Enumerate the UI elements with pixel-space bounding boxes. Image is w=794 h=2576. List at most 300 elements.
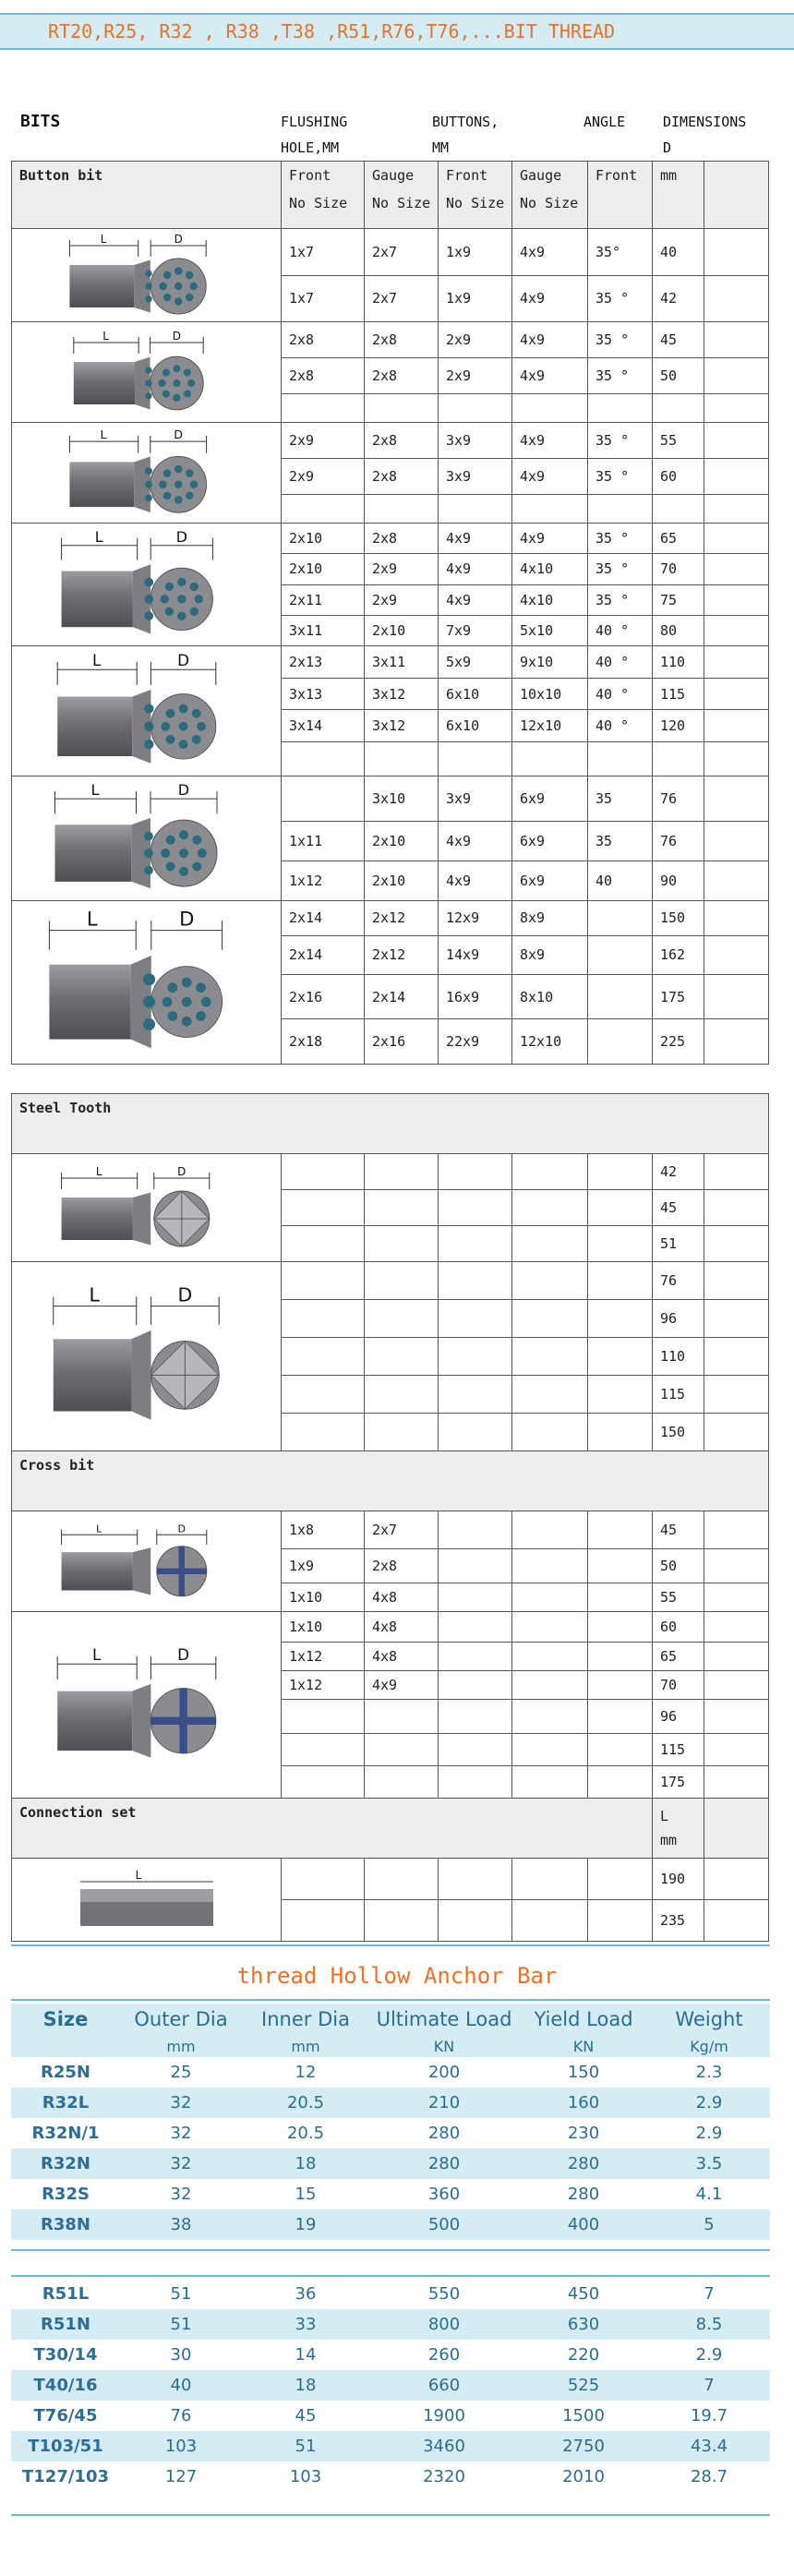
blank-cell [704,358,769,394]
spec-cell: 3x12 [365,678,439,710]
bit-image [12,901,282,1065]
spec-cell [365,1766,439,1799]
anchor-value: 800 [369,2309,519,2340]
flushing-header [281,109,347,161]
anchor-value: 630 [519,2309,648,2340]
spec-cell: 10x10 [512,678,588,710]
spec-cell: 70 [653,1671,704,1700]
spec-cell [282,495,365,524]
button-insert [196,982,206,993]
button-bit-row [12,646,769,679]
button-insert [173,365,180,372]
spec-cell: 40 [588,861,653,901]
spec-cell [439,1414,512,1451]
button-insert [186,469,194,477]
anchor-value: 550 [427,2284,461,2304]
button-insert [200,997,211,1007]
col-header-blank [704,162,769,229]
spec-cell: 2x8 [365,423,439,459]
steel-tooth-row [12,1262,769,1300]
spec-cell [365,1190,439,1226]
spec-cell [588,1262,653,1300]
blank-cell [704,710,769,742]
blank-cell [704,423,769,459]
spec-cell: 12x9 [439,901,512,936]
spec-cell: 2x12 [365,935,439,974]
anchor-top-rule [11,1944,770,1946]
anchor-value: 2.9 [695,2345,723,2365]
anchor-bottom-rule [11,2514,770,2516]
button-insert [181,978,191,988]
spec-cell [282,1414,365,1451]
page-title: RT20,R25, R32 , R38 ,T38 ,R51,R76,T76,...BIT THREAD [48,20,616,42]
button-insert [162,997,172,1007]
bit-body [69,265,134,307]
spec-cell [588,1019,653,1065]
spec-cell: 2x8 [365,524,439,554]
spec-cell: 2x13 [282,646,365,679]
spec-cell [588,742,653,776]
spec-cell: 120 [653,710,704,742]
spec-cell: 4x9 [512,322,588,358]
spec-cell: 60 [653,1612,704,1643]
section-steel-tooth-label: Steel Tooth [12,1094,769,1154]
spec-cell [588,1549,653,1583]
spec-cell [365,1734,439,1766]
spec-cell [439,495,512,524]
section-connection-set-label: Connection set [12,1799,653,1859]
anchor-row [11,2179,770,2209]
spec-cell: 76 [653,822,704,861]
blank-cell [704,1019,769,1065]
spec-cell: 35 ° [588,524,653,554]
buttons-header-line1: BUTTONS, [432,114,499,130]
spec-cell [588,1300,653,1338]
bit-image [12,776,282,901]
anchor-value: 32 [120,2088,242,2118]
spec-cell: 2x7 [365,1511,439,1549]
anchor-value: 450 [567,2284,600,2304]
anchor-value: 38 [120,2209,242,2240]
spec-cell: 115 [653,1734,704,1766]
spec-cell: 235 [653,1900,704,1942]
spec-cell [365,1414,439,1451]
blank-cell [704,1766,769,1799]
anchor-size: T40/16 [11,2370,120,2401]
spec-cell [282,1700,365,1734]
anchor-value: 4.1 [695,2185,723,2204]
spec-cell: 2x10 [365,615,439,645]
anchor-value: 280 [369,2149,519,2179]
blank-cell [704,935,769,974]
col-header-3: Gauge No Size [512,162,588,229]
anchor-value: 32 [120,2149,242,2179]
spec-cell [653,394,704,423]
blank-cell [704,1300,769,1338]
dim-label-l: L [91,1644,101,1664]
title-bar [0,13,794,50]
spec-cell: 175 [653,974,704,1019]
spec-cell [282,1262,365,1300]
spec-cell: 110 [653,646,704,679]
spec-cell: 2x16 [282,974,365,1019]
spec-cell: 4x9 [512,423,588,459]
button-insert [194,595,202,603]
bit-image [12,229,282,322]
spec-cell: 4x9 [512,229,588,276]
spec-cell: 2x8 [365,459,439,495]
spec-cell [439,1734,512,1766]
spec-cell: 6x9 [512,861,588,901]
dim-label-l: L [95,1165,102,1178]
spec-cell [588,1859,653,1900]
spec-cell: 35 ° [588,322,653,358]
spec-cell [439,1338,512,1376]
button-insert [192,861,201,871]
button-insert [189,608,198,616]
spec-cell [282,1376,365,1414]
anchor-value: 280 [567,2185,600,2204]
spec-cell: 2x9 [365,584,439,615]
spec-cell: 2x14 [365,974,439,1019]
spec-cell: 9x10 [512,646,588,679]
spec-cell: 8x9 [512,901,588,936]
spec-cell [282,776,365,822]
blank-cell [704,822,769,861]
spec-cell: 225 [653,1019,704,1065]
spec-cell [512,1671,588,1700]
spec-cell: 35 ° [588,275,653,322]
anchor-value: 660 [369,2370,519,2401]
spec-cell [588,901,653,936]
spec-cell: 1x10 [282,1612,365,1643]
spec-cell: 96 [653,1300,704,1338]
button-bit-row [12,524,769,554]
spec-cell [439,1859,512,1900]
button-insert [197,722,206,731]
button-insert [198,849,207,858]
spec-cell: 4x9 [439,554,512,584]
bit-body [57,1691,132,1750]
blank-cell [704,1859,769,1900]
button-insert [189,583,198,591]
anchor-value: 18 [242,2370,369,2401]
blank-cell [704,1376,769,1414]
dim-label-d: D [177,781,190,800]
spec-cell [588,1583,653,1612]
button-insert [189,480,198,488]
anchor-row [11,2431,770,2462]
spec-cell [512,1766,588,1799]
spec-cell [588,1338,653,1376]
spec-cell: 4x9 [512,275,588,322]
dim-label-l: L [89,1283,100,1306]
dim-label-l: L [91,651,101,669]
button-insert [178,704,187,714]
dimensions-header-line2: D [663,139,672,156]
spec-cell [365,1262,439,1300]
anchor-value: 160 [519,2088,648,2118]
spec-cell: 6x9 [512,776,588,822]
spec-cell [282,742,365,776]
spec-cell: 50 [653,1549,704,1583]
anchor-value: 8.5 [648,2309,770,2340]
anchor-value: 33 [242,2309,369,2340]
spec-cell: 150 [653,1414,704,1451]
section-cross-bit-label: Cross bit [12,1451,769,1511]
button-insert [161,849,170,858]
button-bit-table [11,161,769,1065]
spec-cell: 2x10 [282,554,365,584]
spec-cell: 2x16 [365,1019,439,1065]
spec-cell: 3x9 [439,459,512,495]
spec-cell [588,1190,653,1226]
steel-tooth-image [12,1262,282,1451]
spec-cell [588,1226,653,1262]
blank-cell [704,742,769,776]
spec-cell: 2x14 [282,901,365,936]
cross-bit-image [12,1511,282,1612]
spec-cell [365,1226,439,1262]
button-insert [177,578,186,586]
anchor-size: R32S [42,2185,90,2204]
spec-cell: 2x8 [365,1549,439,1583]
dim-label-d: D [177,1523,186,1535]
anchor-second-top-rule [11,2275,770,2277]
anchor-row [11,2118,770,2149]
spec-cell [282,1190,365,1226]
button-insert [181,997,191,1007]
spec-cell: 70 [653,554,704,584]
spec-cell [653,742,704,776]
spec-cell: 2x10 [282,524,365,554]
spec-cell [439,1226,512,1262]
spec-cell: 75 [653,584,704,615]
blank-cell [704,901,769,936]
button-insert [186,294,193,301]
anchor-unit: KN [369,2035,519,2057]
cross-bit-row [12,1612,769,1643]
anchor-size: T76/45 [33,2406,98,2426]
connection-set-row [12,1859,769,1900]
anchor-col-header: Inner Dia [261,2008,350,2030]
spec-cell [439,394,512,423]
spec-cell: 45 [653,1511,704,1549]
anchor-row [11,2057,770,2088]
bit-body [61,1552,132,1590]
anchor-value: 25 [170,2063,192,2082]
button-insert [174,465,182,474]
dim-label-d: D [177,1283,192,1306]
anchor-value: 36 [295,2284,317,2304]
anchor-unit: Kg/m [648,2035,770,2057]
spec-cell [512,394,588,423]
anchor-value: 103 [120,2431,242,2462]
button-insert [192,836,201,845]
anchor-value: 525 [519,2370,648,2401]
anchor-size: R32N [11,2149,120,2179]
bit-image [12,524,282,646]
button-insert [164,583,173,591]
blank-cell [704,776,769,822]
spec-cell [365,1900,439,1942]
spec-cell [365,495,439,524]
anchor-table-1 [11,2004,770,2240]
button-bit-header-row [12,162,769,229]
anchor-size: T127/103 [22,2467,109,2486]
blank-cell [704,1414,769,1451]
spec-cell: 3x9 [439,776,512,822]
spec-cell: 5x10 [512,615,588,645]
spec-cell [439,1583,512,1612]
anchor-row [11,2462,770,2492]
spec-cell: 16x9 [439,974,512,1019]
spec-cell: 2x9 [365,554,439,584]
anchor-value: 76 [170,2406,192,2426]
anchor-size: T30/14 [33,2345,98,2365]
button-insert [162,492,171,500]
dim-label-l: L [94,527,103,546]
col-header-5: mm [653,162,704,229]
anchor-value: 32 [170,2185,192,2204]
spec-cell [512,1226,588,1262]
button-insert [161,722,170,731]
blank-cell [704,1671,769,1700]
anchor-value: 220 [567,2345,600,2365]
anchor-title-rule [11,1999,770,2001]
spec-cell [512,742,588,776]
spec-cell: 4x9 [439,584,512,615]
dim-label-d: D [178,907,194,931]
button-bit-row [12,776,769,822]
spec-cell: 40 ° [588,615,653,645]
spec-cell: 14x9 [439,935,512,974]
spec-cell: 1x7 [282,275,365,322]
spec-cell: 2x10 [365,861,439,901]
spec-cell [439,1262,512,1300]
col-header-2: Front No Size [439,162,512,229]
dim-label-d: D [175,527,187,546]
spec-cell [439,1643,512,1671]
dim-label-l: L [86,907,98,931]
spec-cell [588,1511,653,1549]
anchor-row [11,2340,770,2370]
blank-cell [704,1583,769,1612]
spec-cell: 35 ° [588,554,653,584]
spec-cell [365,1300,439,1338]
spec-cell [365,1700,439,1734]
button-insert [191,709,200,718]
spec-cell: 2x8 [365,358,439,394]
blank-cell [704,1734,769,1766]
spec-cell: 3x10 [365,776,439,822]
spec-cell: 175 [653,1766,704,1799]
spec-cell [588,1376,653,1414]
anchor-row [11,2370,770,2401]
spec-cell: 5x9 [439,646,512,679]
spec-cell: 35 ° [588,423,653,459]
spec-cell [282,1734,365,1766]
dim-label-d: D [174,233,183,246]
spec-cell [588,394,653,423]
spec-cell: 1x11 [282,822,365,861]
spec-cell: 2x8 [282,358,365,394]
spec-cell [439,1300,512,1338]
blank-cell [704,554,769,584]
spec-cell: 6x10 [439,710,512,742]
spec-cell [439,1511,512,1549]
anchor-value: 400 [519,2209,648,2240]
bit-body [57,697,132,756]
spec-cell: 60 [653,459,704,495]
spec-cell: 35° [588,229,653,276]
button-insert [178,722,187,731]
spec-cell: 4x8 [365,1583,439,1612]
spec-cell [365,1859,439,1900]
spec-cell: 3x12 [365,710,439,742]
button-insert [159,480,167,488]
blank-cell [704,322,769,358]
blank-cell [704,974,769,1019]
bit-image [12,423,282,524]
button-insert [162,469,171,477]
spec-cell: 55 [653,423,704,459]
button-insert [183,368,190,376]
button-bit-row [12,322,769,358]
anchor-value: 230 [567,2124,600,2143]
spec-cell [588,1734,653,1766]
spec-cell [282,1154,365,1190]
anchor-value: 2.9 [695,2124,723,2143]
anchor-value: 7 [704,2284,715,2304]
spec-cell [588,1643,653,1671]
connection-set-image [12,1859,282,1942]
blank-cell [704,1226,769,1262]
spec-cell: 55 [653,1583,704,1612]
spec-cell: 45 [653,322,704,358]
spec-cell: 51 [653,1226,704,1262]
spec-cell: 3x11 [365,646,439,679]
spec-cell [439,742,512,776]
blank-cell [704,1700,769,1734]
bit-image [12,322,282,423]
spec-cell: 4x9 [439,861,512,901]
dim-label-l: L [90,781,100,800]
spec-cell: 2x9 [282,423,365,459]
anchor-value: 43.4 [648,2431,770,2462]
button-insert [162,368,169,376]
anchor-row [11,2209,770,2240]
blank-cell [704,229,769,276]
spec-cell [439,1549,512,1583]
spec-cell: 2x8 [365,322,439,358]
spec-cell: 1x12 [282,1671,365,1700]
spec-cell: 4x10 [512,584,588,615]
button-insert [167,1011,177,1021]
anchor-unit: mm [242,2035,369,2057]
anchor-value: 150 [567,2063,600,2082]
button-insert [177,595,186,603]
spec-cell [512,1376,588,1414]
anchor-value: 45 [295,2406,317,2426]
spec-cell [512,1338,588,1376]
spec-cell [588,1612,653,1643]
blank-cell [704,275,769,322]
spec-cell: 76 [653,776,704,822]
spec-cell: 12x10 [512,1019,588,1065]
anchor-row [11,2088,770,2118]
spec-cell [439,1700,512,1734]
